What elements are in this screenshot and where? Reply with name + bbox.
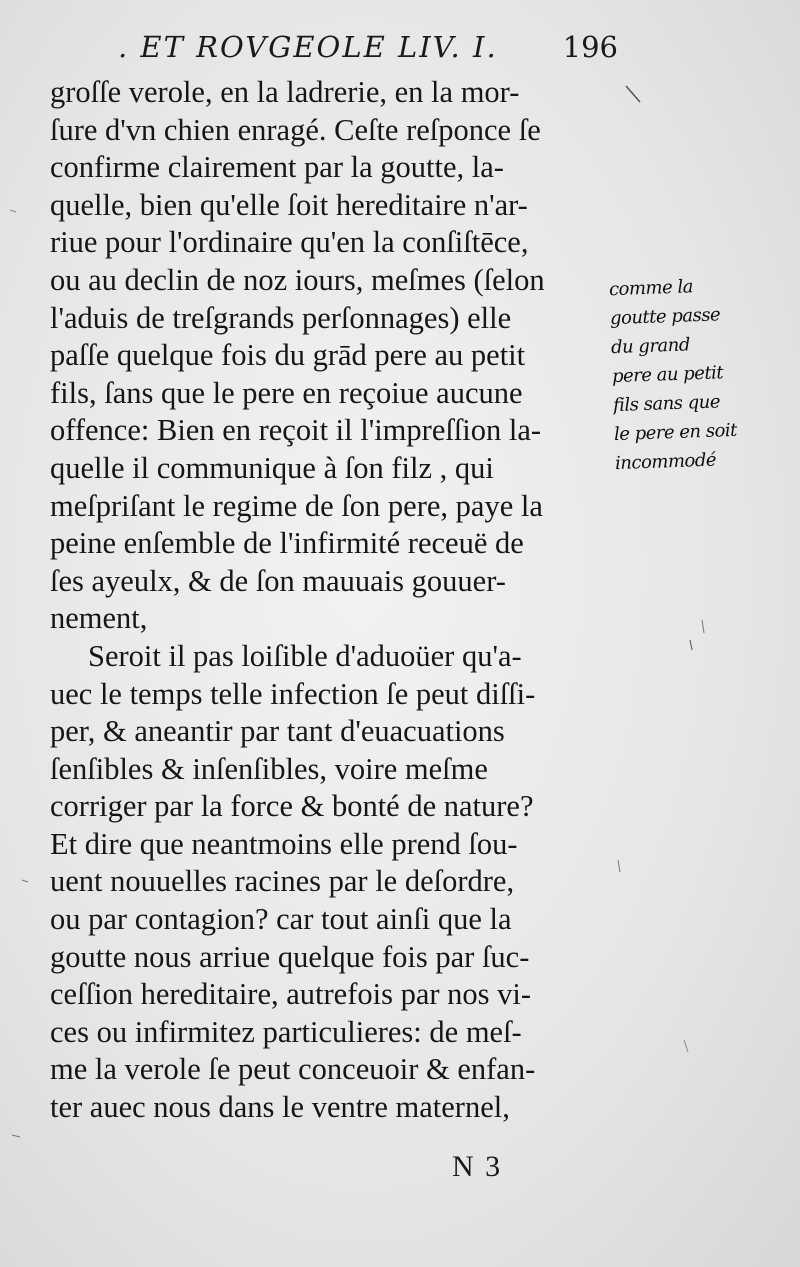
text-line: groſſe verole, en la ladrerie, en la mor- bbox=[50, 75, 520, 109]
text-line: quelle, bien qu'elle ſoit hereditaire n'ar- bbox=[50, 187, 528, 222]
handwritten-margin-note bbox=[609, 269, 796, 478]
running-head bbox=[118, 28, 618, 72]
text-line: offence: Bien en reçoit il l'impreſſion la- bbox=[50, 413, 542, 448]
margin-note-line: pere au petit bbox=[611, 362, 724, 388]
text-line: me la verole ſe peut conceuoir & enfan- bbox=[50, 1052, 536, 1087]
text-line: paſſe quelque fois du grād pere au petit bbox=[50, 338, 526, 373]
text-line: fils, ſans que le pere en reçoiue aucune bbox=[50, 375, 523, 410]
text-line: ou au declin de noz iours, meſmes (ſelon bbox=[50, 262, 545, 297]
text-line: ceſſion hereditaire, autrefois par nos vi- bbox=[50, 977, 532, 1012]
margin-note-line: goutte passe bbox=[609, 304, 721, 330]
body-text bbox=[50, 74, 616, 1127]
text-line: quelle il communique à ſon filz , qui bbox=[50, 450, 494, 485]
text-line: meſpriſant le regime de ſon pere, paye la bbox=[50, 488, 543, 523]
text-line: ſenſibles & inſenſibles, voire meſme bbox=[50, 751, 488, 786]
text-line: ter auec nous dans le ventre maternel, bbox=[50, 1090, 510, 1125]
margin-note-line: comme la bbox=[608, 276, 694, 301]
text-line: corriger par la force & bonté de nature? bbox=[50, 789, 534, 824]
margin-note-line: incommodé bbox=[614, 449, 717, 475]
text-line: ſes ayeulx, & de ſon mauuais gouuer- bbox=[50, 563, 506, 598]
text-line: peine enſemble de l'infirmité receuë de bbox=[50, 526, 524, 561]
margin-note-line: du grand bbox=[610, 334, 691, 359]
signature-mark: N 3 bbox=[452, 1150, 503, 1183]
text-line: goutte nous arriue quelque fois par ſuc- bbox=[50, 939, 530, 974]
text-line: l'aduis de treſgrands perſonnages) elle bbox=[50, 300, 512, 335]
text-line: confirme clairement par la goutte, la- bbox=[50, 150, 504, 185]
paragraph-start-line: Seroit il pas loiſible d'aduoüer qu'a- bbox=[88, 638, 522, 673]
text-line: ces ou infirmitez particulieres: de meſ- bbox=[50, 1014, 522, 1049]
text-line: per, & aneantir par tant d'euacuations bbox=[50, 714, 505, 749]
margin-note-line: le pere en soit bbox=[613, 419, 738, 446]
text-line: ou par contagion? car tout ainſi que la bbox=[50, 902, 512, 937]
text-line: uec le temps telle infection ſe peut diſſi- bbox=[50, 676, 536, 711]
page-number: 196 bbox=[562, 30, 618, 64]
running-title: . ET ROVGEOLE LIV. I. bbox=[118, 30, 498, 64]
text-line: ſure d'vn chien enragé. Ceſte reſponce ſe bbox=[50, 112, 541, 147]
text-line: Et dire que neantmoins elle prend ſou- bbox=[50, 826, 518, 861]
text-line: uent nouuelles racines par le deſordre, bbox=[50, 864, 515, 899]
margin-note-line: fils sans que bbox=[612, 391, 721, 417]
text-line: nement, bbox=[50, 601, 148, 636]
text-line: riue pour l'ordinaire qu'en la conſiſtēce, bbox=[50, 225, 529, 260]
